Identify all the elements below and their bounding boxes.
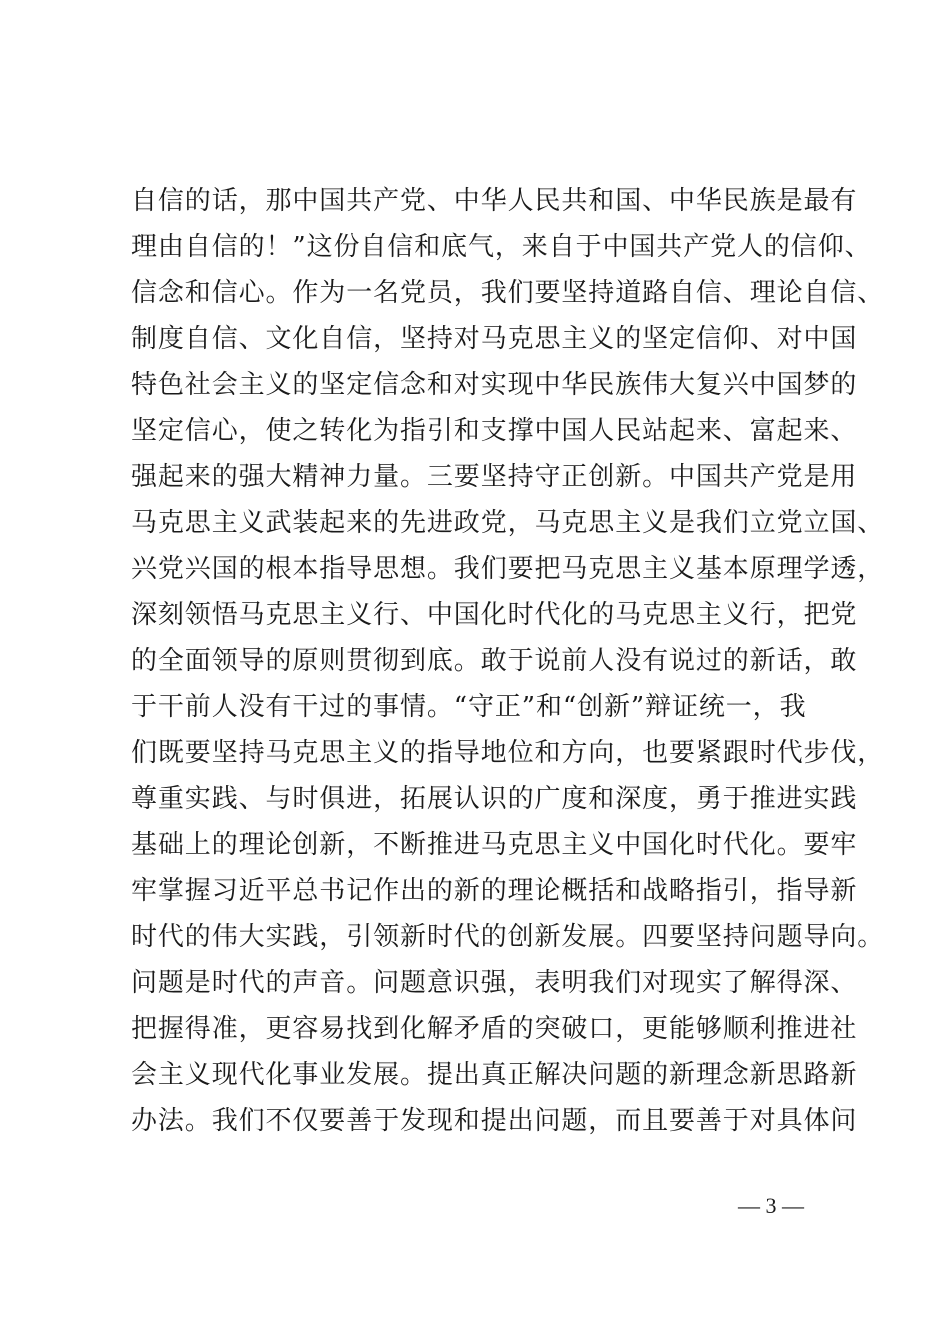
text-line: 把握得准，更容易找到化解矛盾的突破口，更能够顺利推进社	[131, 1014, 858, 1044]
text-line: 马克思主义武装起来的先进政党，马克思主义是我们立党立国、	[131, 508, 885, 538]
text-line: 坚定信心，使之转化为指引和支撑中国人民站起来、富起来、	[131, 416, 858, 446]
text-line: 基础上的理论创新，不断推进马克思主义中国化时代化。要牢	[131, 830, 858, 860]
text-line: 的全面领导的原则贯彻到底。敢于说前人没有说过的新话，敢	[131, 646, 858, 676]
text-line: 强起来的强大精神力量。三要坚持守正创新。中国共产党是用	[131, 462, 858, 492]
body-text	[131, 178, 885, 1144]
text-line: 制度自信、文化自信，坚持对马克思主义的坚定信仰、对中国	[131, 324, 858, 354]
text-line: 尊重实践、与时俱进，拓展认识的广度和深度，勇于推进实践	[131, 784, 858, 814]
text-line: 问题是时代的声音。问题意识强，表明我们对现实了解得深、	[131, 968, 858, 998]
text-line: 特色社会主义的坚定信念和对实现中华民族伟大复兴中国梦的	[131, 370, 858, 400]
text-line: 自信的话，那中国共产党、中华人民共和国、中华民族是最有	[131, 186, 858, 216]
text-line: 牢掌握习近平总书记作出的新的理论概括和战略指引，指导新	[131, 876, 858, 906]
text-line: 兴党兴国的根本指导思想。我们要把马克思主义基本原理学透，	[131, 554, 885, 584]
text-line: 于干前人没有干过的事情。“守正”和“创新”辩证统一，我	[131, 692, 807, 722]
text-line: 信念和信心。作为一名党员，我们要坚持道路自信、理论自信、	[131, 278, 885, 308]
page-number: — 3 —	[738, 1193, 804, 1218]
text-line: 时代的伟大实践，引领新时代的创新发展。四要坚持问题导向。	[131, 922, 885, 952]
text-line: 办法。我们不仅要善于发现和提出问题，而且要善于对具体问	[131, 1106, 858, 1136]
text-line: 理由自信的！”这份自信和底气，来自于中国共产党人的信仰、	[131, 232, 872, 262]
text-line: 们既要坚持马克思主义的指导地位和方向，也要紧跟时代步伐，	[131, 738, 885, 768]
text-line: 深刻领悟马克思主义行、中国化时代化的马克思主义行，把党	[131, 600, 858, 630]
text-line: 会主义现代化事业发展。提出真正解决问题的新理念新思路新	[131, 1060, 858, 1090]
